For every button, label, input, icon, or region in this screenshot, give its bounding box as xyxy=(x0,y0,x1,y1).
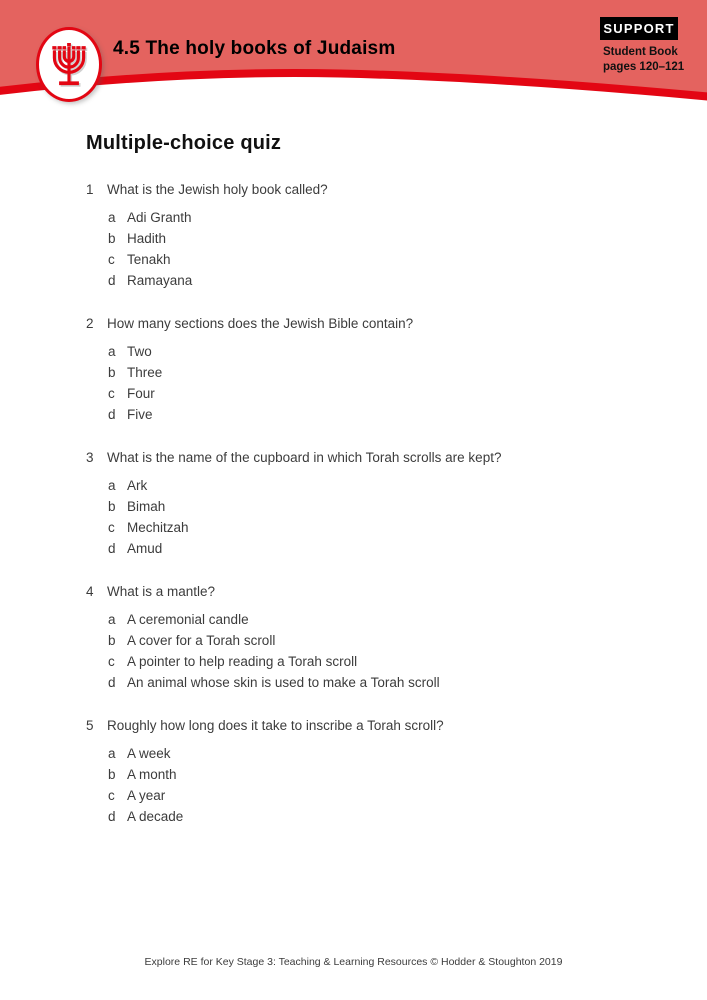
option-letter: d xyxy=(108,273,116,288)
question-text-row xyxy=(86,582,646,602)
option-letter: b xyxy=(108,365,116,380)
answer-option xyxy=(108,785,646,806)
option-text: A year xyxy=(127,788,166,803)
question-block-5 xyxy=(86,716,646,827)
answer-option xyxy=(108,404,646,425)
answer-option xyxy=(108,207,646,228)
option-text: Ramayana xyxy=(127,273,193,288)
question-text-row xyxy=(86,180,646,200)
option-letter: b xyxy=(108,231,116,246)
option-text: Mechitzah xyxy=(127,520,189,535)
option-text: Tenakh xyxy=(127,252,171,267)
option-text: Three xyxy=(127,365,163,380)
option-text: Four xyxy=(127,386,155,401)
question-text-row xyxy=(86,448,646,468)
student-book-pages: pages 120–121 xyxy=(603,61,685,73)
option-text: Two xyxy=(127,344,152,359)
option-letter: a xyxy=(108,746,116,761)
question-block-2 xyxy=(86,314,646,425)
option-text: A decade xyxy=(127,809,184,824)
answer-option xyxy=(108,341,646,362)
answer-option xyxy=(108,228,646,249)
quiz-content xyxy=(86,132,646,850)
answer-option xyxy=(108,538,646,559)
option-text: Adi Granth xyxy=(127,210,192,225)
question-block-1 xyxy=(86,180,646,291)
answer-option xyxy=(108,609,646,630)
question-number: 3 xyxy=(86,450,94,465)
option-letter: d xyxy=(108,407,116,422)
option-letter: a xyxy=(108,210,116,225)
question-text: What is the name of the cupboard in which Torah scrolls are kept? xyxy=(107,450,502,465)
student-book-reference xyxy=(603,45,684,75)
option-letter: b xyxy=(108,633,116,648)
student-book-line: Student Book xyxy=(603,46,678,58)
option-text: Hadith xyxy=(127,231,167,246)
answer-option xyxy=(108,630,646,651)
answer-option xyxy=(108,651,646,672)
option-letter: c xyxy=(108,520,115,535)
option-letter: a xyxy=(108,612,116,627)
question-text: What is the Jewish holy book called? xyxy=(107,182,328,197)
question-number: 2 xyxy=(86,316,94,331)
answer-option xyxy=(108,362,646,383)
question-text-row xyxy=(86,314,646,334)
option-letter: a xyxy=(108,478,116,493)
option-text: A month xyxy=(127,767,177,782)
option-letter: b xyxy=(108,499,116,514)
option-letter: c xyxy=(108,252,115,267)
option-letter: a xyxy=(108,344,116,359)
option-letter: d xyxy=(108,675,116,690)
answer-option xyxy=(108,764,646,785)
option-text: Five xyxy=(127,407,153,422)
menorah-badge xyxy=(36,27,102,102)
option-letter: d xyxy=(108,809,116,824)
answer-option xyxy=(108,383,646,404)
answer-option xyxy=(108,475,646,496)
answer-option xyxy=(108,806,646,827)
option-text: An animal whose skin is used to make a Torah scroll xyxy=(127,675,440,690)
question-text: What is a mantle? xyxy=(107,584,216,599)
support-badge-label: SUPPORT xyxy=(603,21,675,36)
footer-credit: Explore RE for Key Stage 3: Teaching & Learning Resources © Hodder & Stoughton 2019 xyxy=(144,956,563,968)
question-block-4 xyxy=(86,582,646,693)
option-text: Bimah xyxy=(127,499,166,514)
question-text: How many sections does the Jewish Bible contain? xyxy=(107,316,414,331)
question-block-3 xyxy=(86,448,646,559)
question-text: Roughly how long does it take to inscribe a Torah scroll? xyxy=(107,718,444,733)
option-text: A pointer to help reading a Torah scroll xyxy=(127,654,358,669)
answer-option xyxy=(108,743,646,764)
answer-option xyxy=(108,249,646,270)
question-number: 5 xyxy=(86,718,94,733)
support-badge xyxy=(600,17,678,40)
menorah-icon xyxy=(48,41,90,89)
option-letter: b xyxy=(108,767,116,782)
option-text: A week xyxy=(127,746,171,761)
option-text: A ceremonial candle xyxy=(127,612,249,627)
quiz-title: Multiple-choice quiz xyxy=(86,132,282,154)
answer-option xyxy=(108,496,646,517)
answer-option xyxy=(108,270,646,291)
answer-option xyxy=(108,672,646,693)
lesson-title: 4.5 The holy books of Judaism xyxy=(113,38,396,59)
question-text-row xyxy=(86,716,646,736)
question-number: 1 xyxy=(86,182,94,197)
option-text: Ark xyxy=(127,478,148,493)
option-text: A cover for a Torah scroll xyxy=(127,633,276,648)
option-letter: c xyxy=(108,386,115,401)
option-text: Amud xyxy=(127,541,163,556)
answer-option xyxy=(108,517,646,538)
option-letter: c xyxy=(108,788,115,803)
question-number: 4 xyxy=(86,584,94,599)
option-letter: c xyxy=(108,654,115,669)
option-letter: d xyxy=(108,541,116,556)
